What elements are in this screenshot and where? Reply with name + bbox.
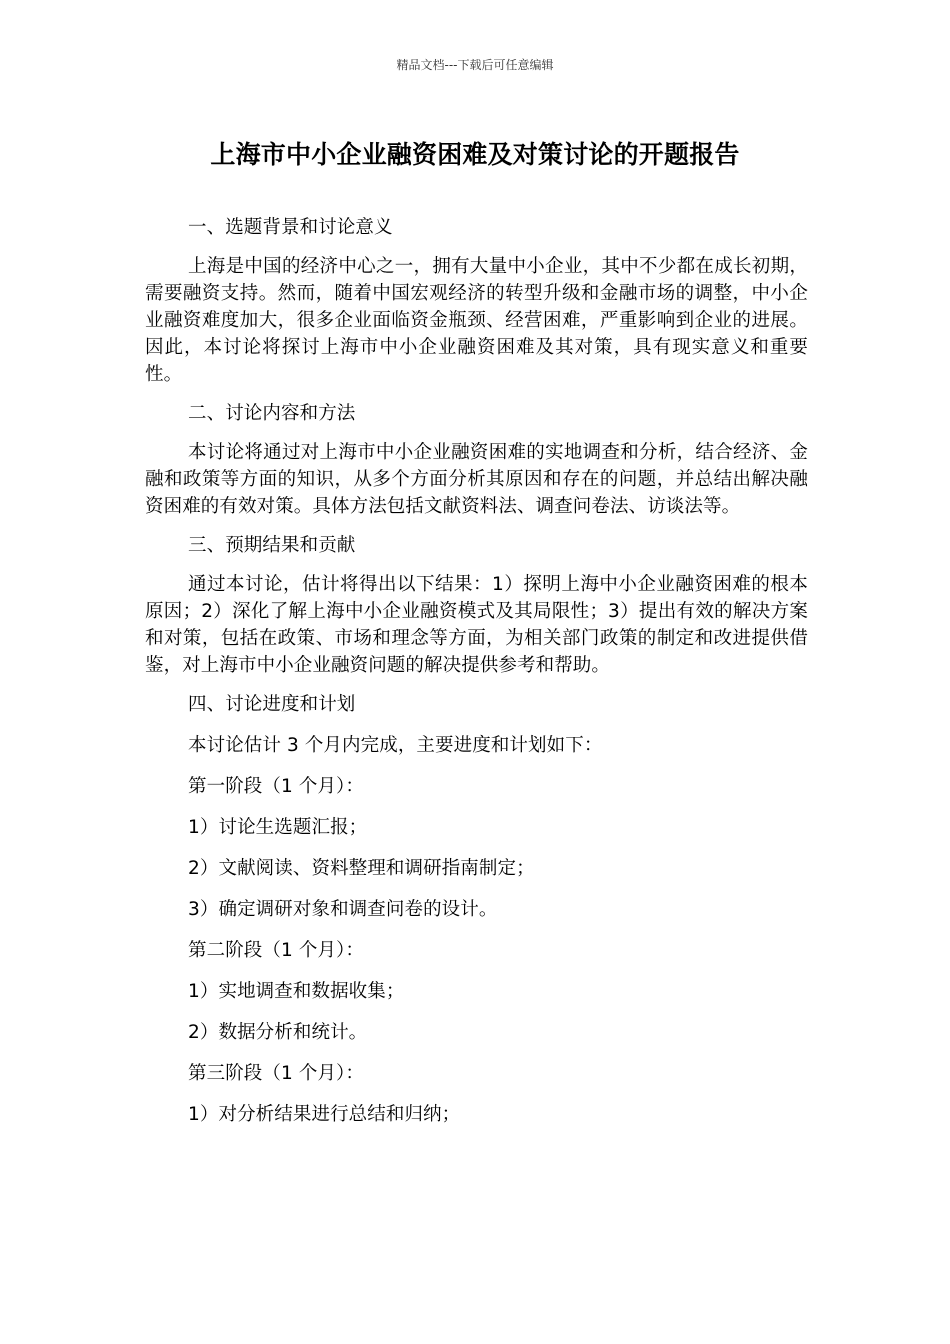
stage-1-heading: 第一阶段（1 个月）： <box>188 776 365 797</box>
page-header: 精品文档---下载后可任意编辑 <box>396 58 554 72</box>
section-heading-3: 三、预期结果和贡献 <box>188 535 356 556</box>
stage-2-item: 1）实地调查和数据收集； <box>188 981 405 1002</box>
stage-2-heading: 第二阶段（1 个月）： <box>188 940 365 961</box>
stage-1-item: 1）讨论生选题汇报； <box>188 817 368 838</box>
stage-1-item: 2）文献阅读、资料整理和调研指南制定； <box>188 858 535 879</box>
stage-2-item: 2）数据分析和统计。 <box>188 1022 368 1043</box>
stage-1-item: 3）确定调研对象和调查问卷的设计。 <box>188 899 498 920</box>
section-heading-2: 二、讨论内容和方法 <box>188 403 356 424</box>
section-paragraph-1: 上海是中国的经济中心之一，拥有大量中小企业，其中不少都在成长初期，需要融资支持。然而，随着中国宏观经济的转型升级和金融市场的调整，中小企业融资难度加大，很多企业面临资金瓶颈、经营困难，严重影响到企业的进展。因此，本讨论将探讨上海市中小企业融资困难及其对策，具有现实意义和重要性。 <box>145 256 808 385</box>
stage-3-heading: 第三阶段（1 个月）： <box>188 1063 365 1084</box>
document-title: 上海市中小企业融资困难及对策讨论的开题报告 <box>210 140 740 169</box>
section-heading-1: 一、选题背景和讨论意义 <box>188 217 393 238</box>
section-paragraph-3: 通过本讨论，估计将得出以下结果：1）探明上海中小企业融资困难的根本原因；2）深化了解上海中小企业融资模式及其局限性；3）提出有效的解决方案和对策，包括在政策、市场和理念等方面，为相关部门政策的制定和改进提供借鉴，对上海市中小企业融资问题的解决提供参考和帮助。 <box>145 574 808 676</box>
document-body <box>145 214 808 1128</box>
section-heading-4: 四、讨论进度和计划 <box>188 694 356 715</box>
plan-intro: 本讨论估计 3 个月内完成，主要进度和计划如下： <box>188 735 603 756</box>
section-paragraph-2: 本讨论将通过对上海市中小企业融资困难的实地调查和分析，结合经济、金融和政策等方面的知识，从多个方面分析其原因和存在的问题，并总结出解决融资困难的有效对策。具体方法包括文献资料法、调查问卷法、访谈法等。 <box>145 442 808 517</box>
stage-3-item: 1）对分析结果进行总结和归纳； <box>188 1104 461 1125</box>
